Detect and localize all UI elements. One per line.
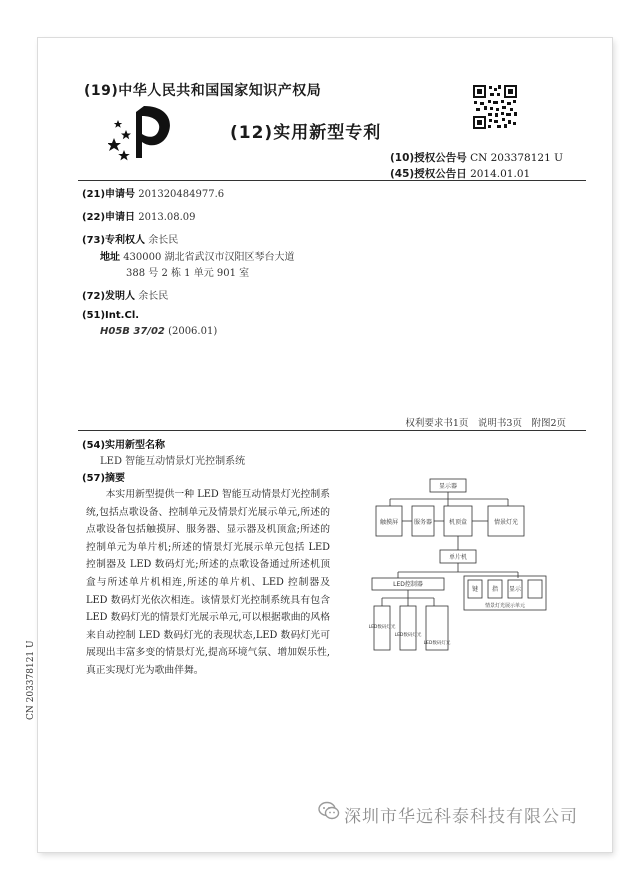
app-no-label: (21)申请号 [82, 189, 136, 200]
app-date-label: (22)申请日 [82, 212, 136, 223]
label-scene-light: 情景灯光 [493, 519, 519, 526]
patentee-label: (73)专利权人 [82, 235, 146, 246]
wechat-icon [318, 800, 340, 822]
patent-page [38, 38, 612, 852]
int-cl-value [100, 326, 217, 337]
abstract-label: (57)摘要 [82, 473, 126, 484]
address-line2: 388 号 2 栋 1 单元 901 室 [126, 268, 250, 279]
office-logo-icon [108, 102, 180, 162]
label-b2: 指 [491, 586, 499, 593]
label-display-unit: 情景灯光展示单元 [484, 603, 526, 609]
address-line1: 430000 湖北省武汉市汉阳区琴台大道 [123, 252, 295, 263]
int-cl-date: (2006.01) [168, 326, 218, 337]
patentee [82, 231, 178, 246]
label-led-light-2: LED数码灯光 [394, 633, 422, 638]
inventor-value: 余长民 [138, 291, 169, 302]
patentee-value: 余长民 [148, 235, 179, 246]
office-name: (19)中华人民共和国国家知识产权局 [84, 83, 322, 99]
label-touchscreen: 触摸屏 [379, 519, 399, 526]
pub-number [390, 150, 563, 165]
int-cl-code: H05B 37/02 [100, 326, 165, 337]
address-label: 地址 [100, 252, 120, 263]
application-number [82, 185, 224, 200]
utility-model-title: LED 智能互动情景灯光控制系统 [100, 456, 246, 467]
pub-number-label: (10)授权公告号 [390, 152, 467, 164]
address [100, 248, 295, 263]
int-cl-label: (51)Int.Cl. [82, 310, 140, 321]
label-display: 显示器 [438, 483, 458, 490]
pub-date [390, 166, 530, 181]
label-led-controller: LED控制器 [393, 581, 423, 588]
abstract-text: 本实用新型提供一种 LED 智能互动情景灯光控制系统,包括点歌设备、控制单元及情景灯光展示单元,所述的点歌设备包括触摸屏、服务器、显示器及机顶盒;所述的控制单元为单片机;所述的情景灯光展示单元包括 LED 控制器及 LED 数码灯光;所述的点歌设备通过所述机顶盒与所述单片机相连,所述的单片机、LED 控制器及 LED 数码灯光依次相连。该情景灯光控制系统具有包含 LED 数码灯光的情景灯光展示单元,可以根据歌曲的风格来自动控制 LED 数码灯光的表现状态,LED 数码灯光可展现出丰富多变的情景灯光,提高环境气氛、增加娱乐性,真正实现灯光为歌曲伴舞。 [86, 489, 330, 676]
app-no-value: 201320484977.6 [138, 189, 225, 200]
label-led-light-1: LED数码灯光 [368, 625, 396, 630]
header-rule [78, 180, 586, 181]
label-b1: 键 [471, 586, 479, 593]
patent-type-title: (12)实用新型专利 [230, 123, 382, 143]
application-date [82, 208, 196, 223]
inventor-label: (72)发明人 [82, 291, 136, 302]
watermark: 深圳市华远科泰科技有限公司 [344, 807, 578, 827]
inventor [82, 287, 168, 302]
label-led-light-3: LED数码灯光 [423, 641, 451, 646]
app-date-value: 2013.08.09 [138, 212, 196, 223]
label-b3: 显示 [508, 586, 522, 593]
label-mcu: 单片机 [448, 554, 468, 561]
pub-date-label: (45)授权公告日 [390, 168, 467, 180]
qr-code-icon [472, 84, 518, 130]
box-led-light-2 [400, 606, 416, 650]
section-rule [78, 430, 586, 431]
pub-number-value: CN 203378121 U [470, 152, 563, 164]
system-block-diagram [368, 476, 558, 658]
pub-date-value: 2014.01.01 [470, 168, 531, 180]
side-publication-code: CN 203378121 U [26, 640, 36, 720]
utility-model-title-label: (54)实用新型名称 [82, 440, 166, 451]
label-server: 服务器 [413, 519, 433, 526]
page-counts: 权利要求书1页 说明书3页 附图2页 [405, 418, 566, 429]
label-settop: 机顶盒 [448, 519, 468, 526]
